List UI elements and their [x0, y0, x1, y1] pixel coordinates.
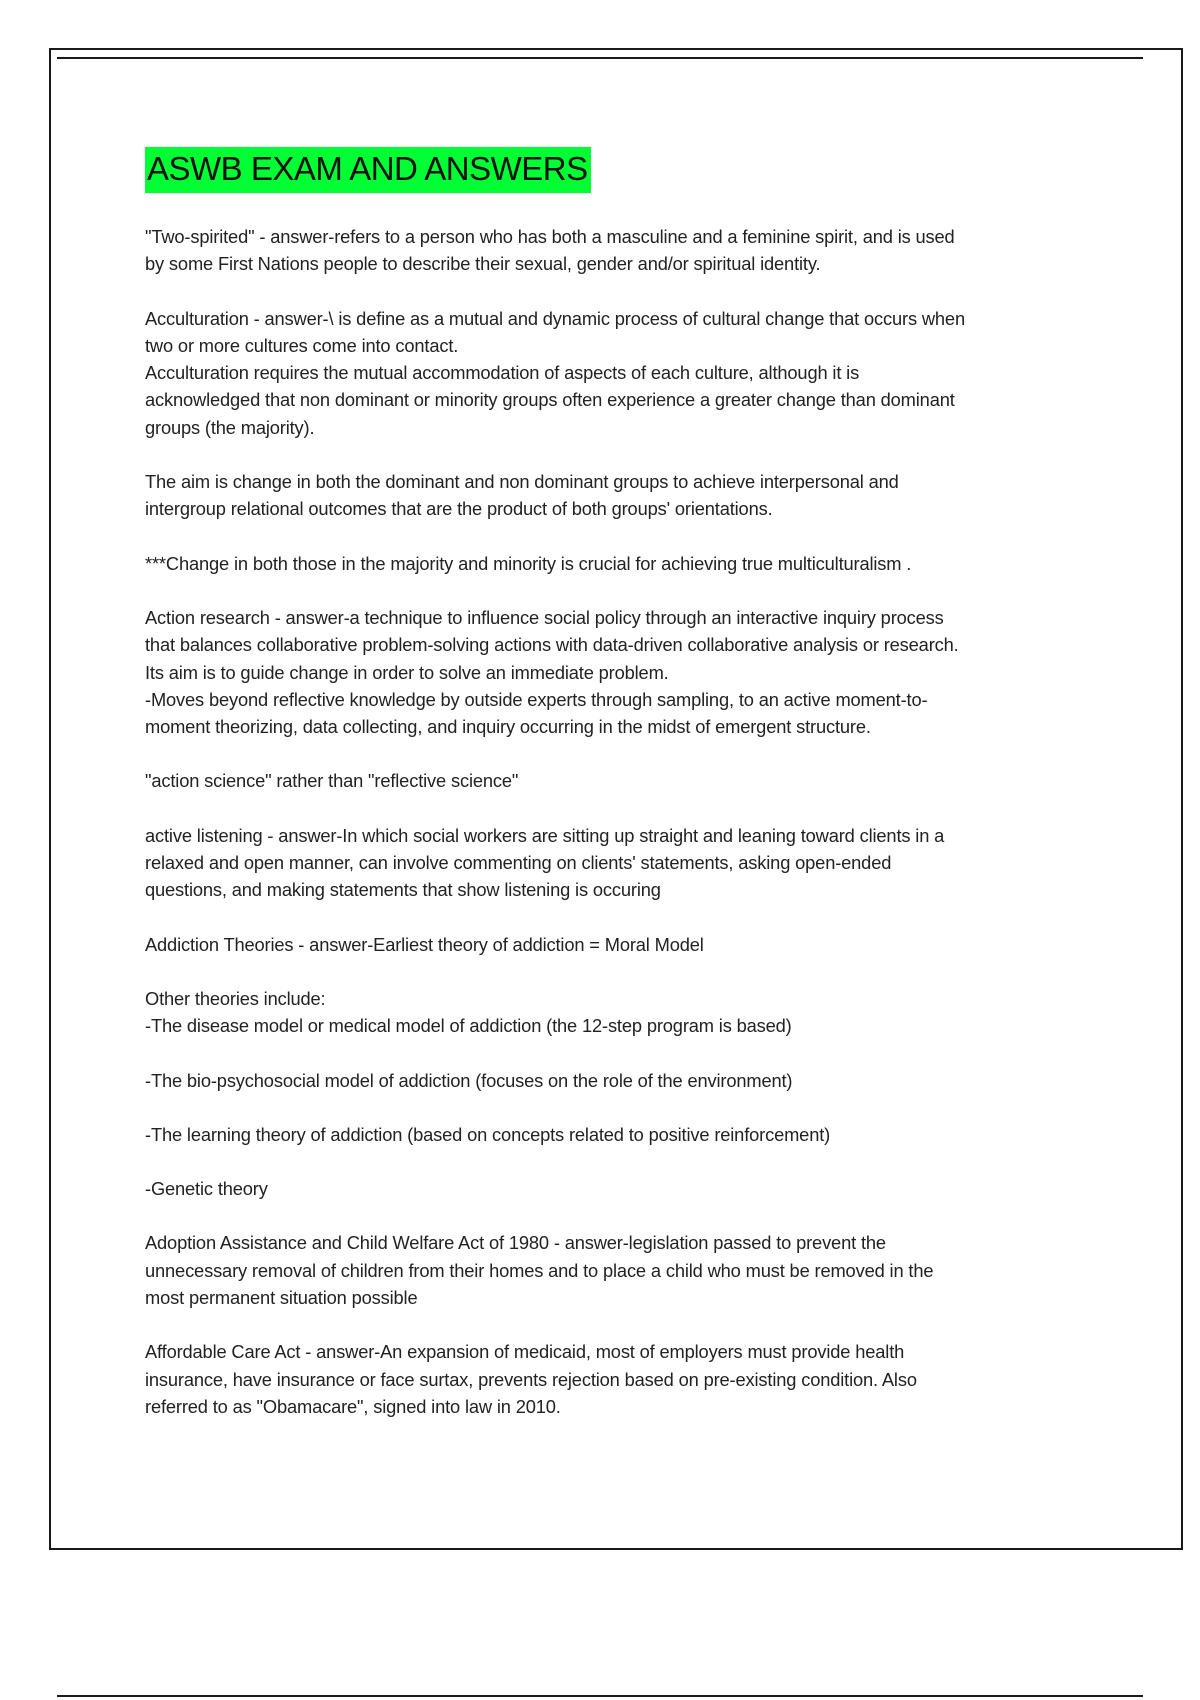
document-title: ASWB EXAM AND ANSWERS	[145, 147, 591, 193]
entry-line: referred to as "Obamacare", signed into law in 2010.	[145, 1395, 561, 1417]
entry-line: acknowledged that non dominant or minority groups often experience a greater change than dominant	[145, 389, 955, 411]
entry-line: questions, and making statements that show listening is occuring	[145, 879, 661, 901]
entry-paragraph	[145, 1338, 1085, 1420]
entry-line: that balances collaborative problem-solving actions with data-driven collaborative analysis or research.	[145, 634, 959, 656]
entry-line: two or more cultures come into contact.	[145, 334, 459, 356]
entry-line: ***Change in both those in the majority and minority is crucial for achieving true multiculturalism .	[145, 552, 912, 574]
entry-paragraph	[145, 1229, 1085, 1311]
entry-paragraph	[145, 767, 1085, 794]
entry-line: "action science" rather than "reflective science"	[145, 770, 519, 792]
entry-line: "Two-spirited" - answer-refers to a person who has both a masculine and a feminine spirit, and is used	[145, 226, 955, 247]
entry-paragraph	[145, 822, 1085, 904]
entry-line: Acculturation requires the mutual accommodation of aspects of each culture, although it is	[145, 362, 860, 384]
entry-line: relaxed and open manner, can involve commenting on clients' statements, asking open-ended	[145, 852, 892, 874]
top-rule	[57, 57, 1143, 59]
entry-line: -Moves beyond reflective knowledge by outside experts through sampling, to an active moment-to-	[145, 688, 928, 710]
entry-paragraph	[145, 305, 1085, 441]
entry-line: Other theories include:	[145, 987, 326, 1009]
entry-line: intergroup relational outcomes that are the product of both groups' orientations.	[145, 498, 773, 520]
entries-list	[145, 223, 1085, 1420]
entry-line: Acculturation - answer-\ is define as a mutual and dynamic process of cultural change that occurs when	[145, 307, 965, 329]
entry-line: active listening - answer-In which social workers are sitting up straight and leaning toward clients in a	[145, 824, 945, 846]
entry-paragraph	[145, 468, 1085, 523]
entry-paragraph	[145, 604, 1085, 740]
entry-line: The aim is change in both the dominant and non dominant groups to achieve interpersonal and	[145, 471, 899, 493]
entry-line: -The learning theory of addiction (based on concepts related to positive reinforcement)	[145, 1123, 831, 1145]
entry-line: unnecessary removal of children from their homes and to place a child who must be removed in the	[145, 1259, 934, 1281]
entry-line: most permanent situation possible	[145, 1287, 418, 1309]
entry-line: -Genetic theory	[145, 1178, 268, 1200]
entry-line: -The bio-psychosocial model of addiction (focuses on the role of the environment)	[145, 1069, 793, 1091]
entry-line: insurance, have insurance or face surtax, prevents rejection based on pre-existing condition. Also	[145, 1368, 917, 1390]
entry-line: Affordable Care Act - answer-An expansion of medicaid, most of employers must provide health	[145, 1341, 905, 1363]
bottom-rule	[57, 1695, 1143, 1697]
entry-line: by some First Nations people to describe their sexual, gender and/or spiritual identity.	[145, 253, 821, 275]
entry-paragraph	[145, 1121, 1085, 1148]
entry-line: groups (the majority).	[145, 416, 315, 438]
entry-paragraph	[145, 550, 1085, 577]
entry-paragraph	[145, 223, 1085, 278]
entry-paragraph	[145, 931, 1085, 958]
entry-paragraph	[145, 985, 1085, 1040]
entry-line: Its aim is to guide change in order to solve an immediate problem.	[145, 661, 669, 683]
entry-line: -The disease model or medical model of addiction (the 12-step program is based)	[145, 1015, 792, 1037]
document-body	[145, 147, 1085, 1447]
entry-line: moment theorizing, data collecting, and inquiry occurring in the midst of emergent structure.	[145, 716, 871, 738]
entry-line: Adoption Assistance and Child Welfare Act of 1980 - answer-legislation passed to prevent the	[145, 1232, 886, 1254]
entry-paragraph	[145, 1175, 1085, 1202]
entry-line: Action research - answer-a technique to influence social policy through an interactive inquiry process	[145, 606, 944, 628]
entry-line: Addiction Theories - answer-Earliest theory of addiction = Moral Model	[145, 933, 704, 955]
entry-paragraph	[145, 1067, 1085, 1094]
